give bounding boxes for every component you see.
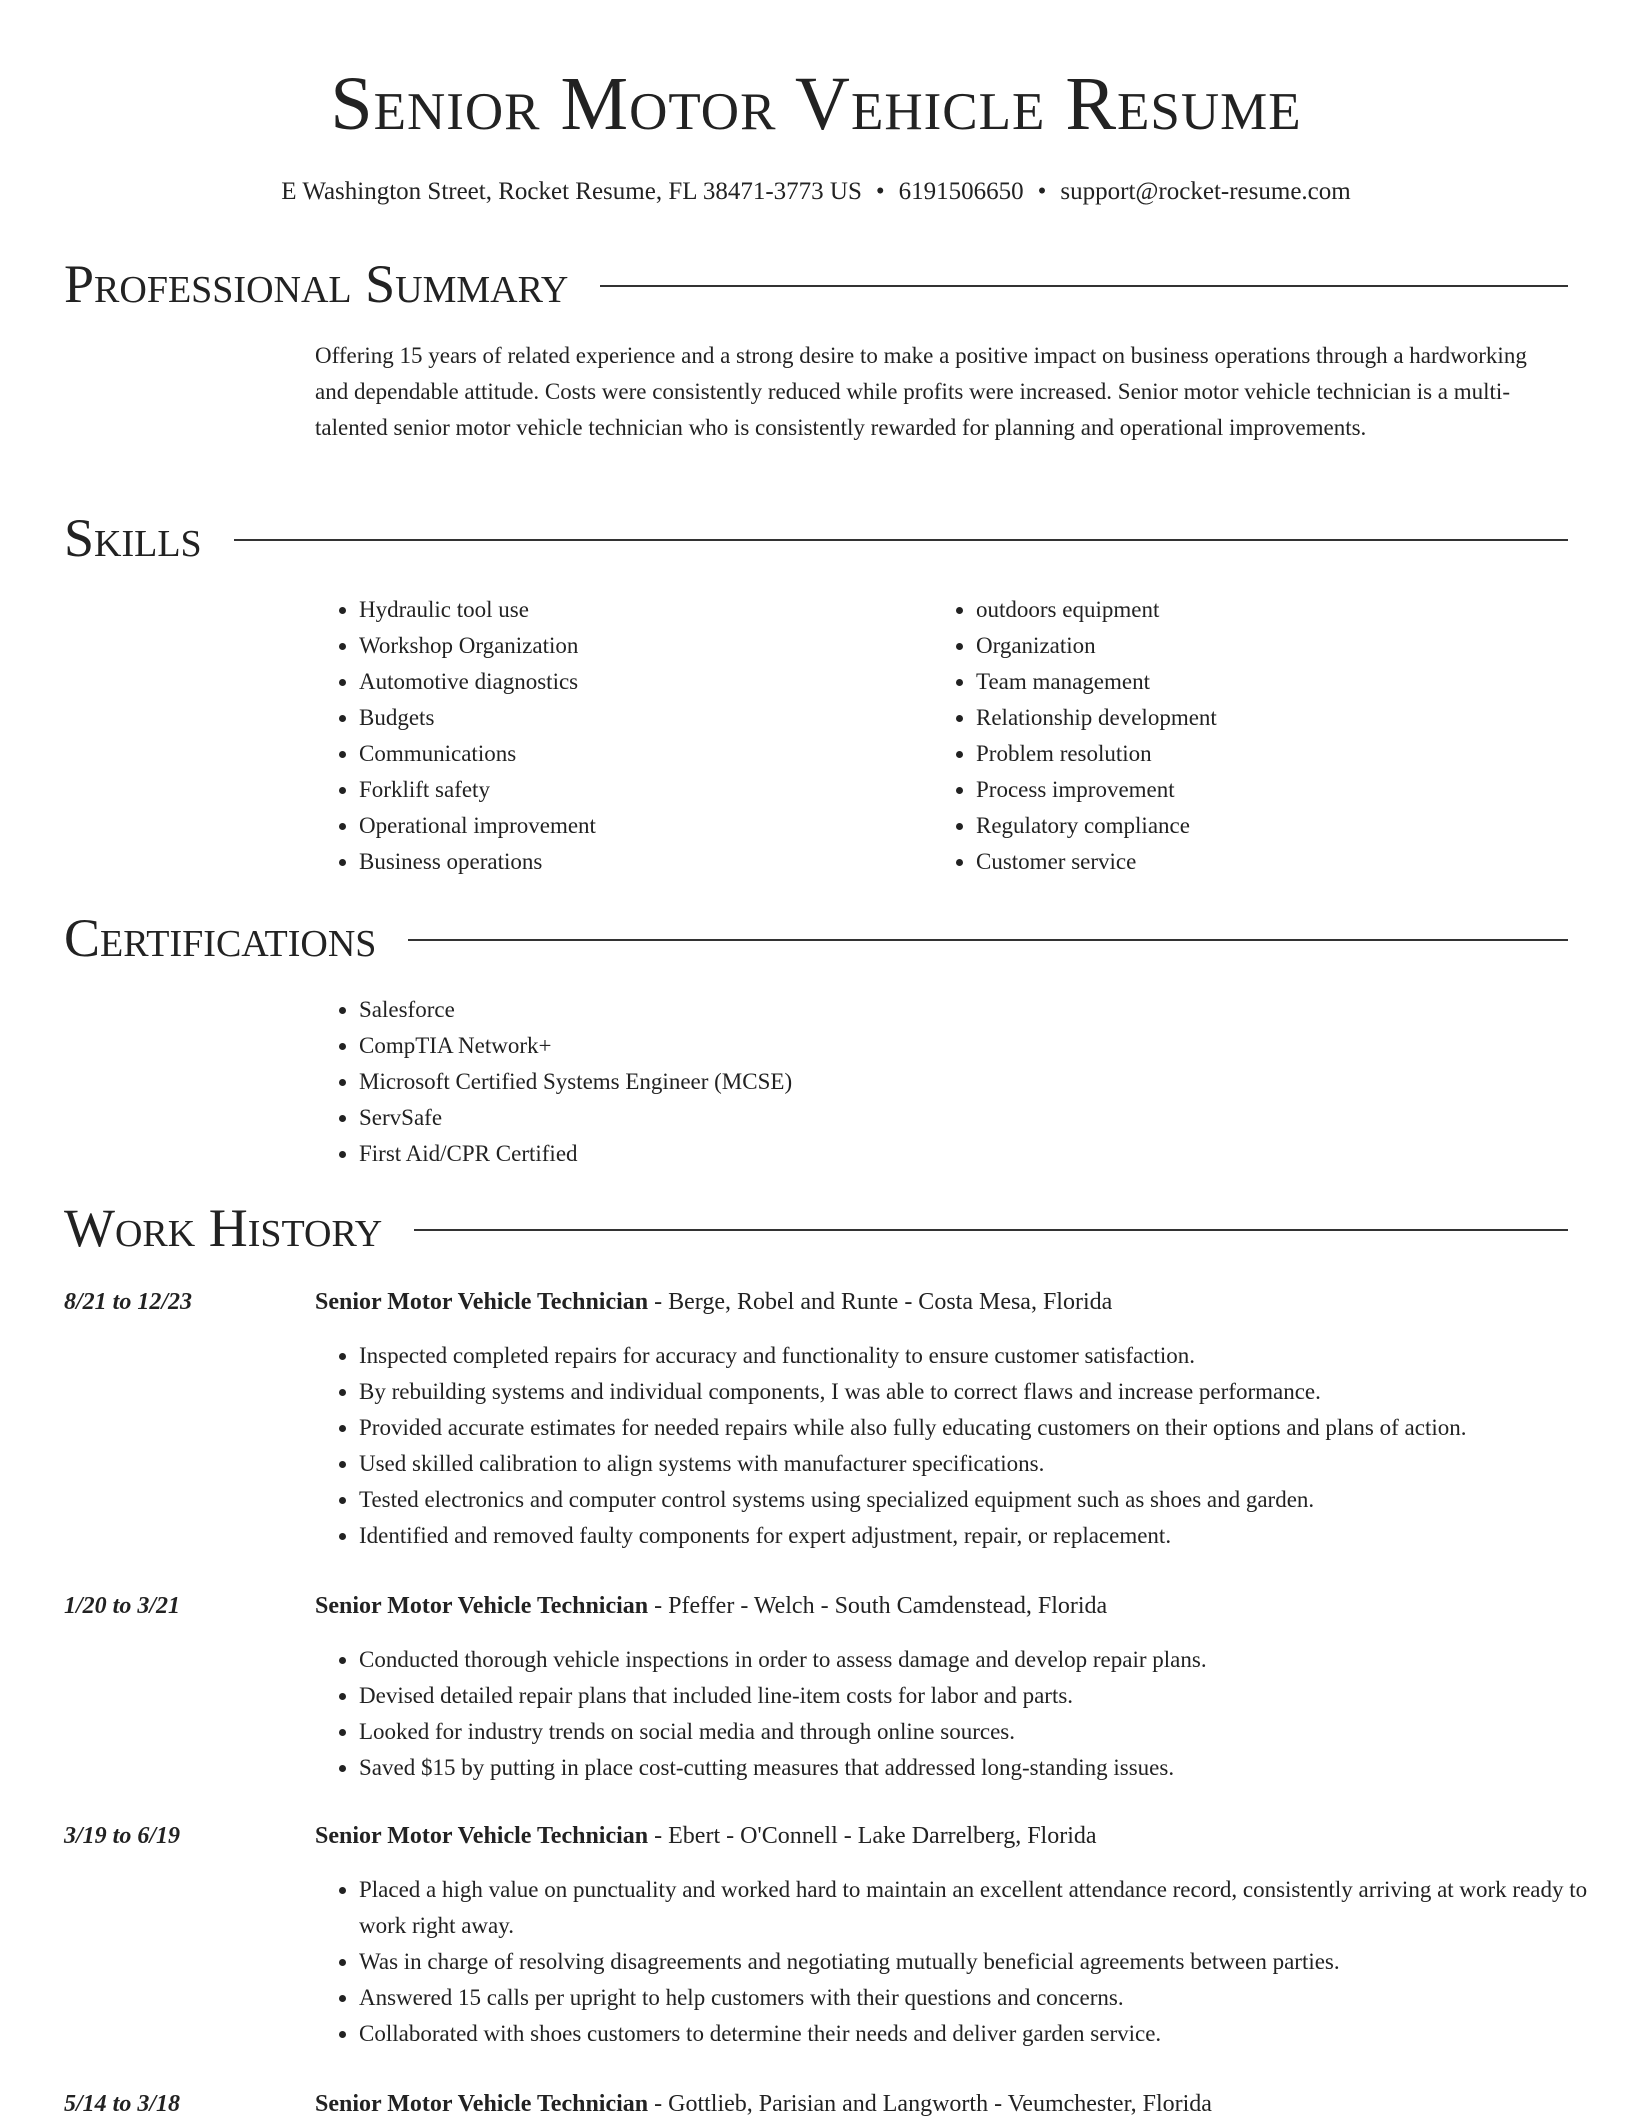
skill-item: • Problem resolution (976, 736, 1572, 772)
skill-item: • Forklift safety (359, 772, 915, 808)
job-dates: 1/20 to 3/21 (64, 1593, 181, 1619)
job-duties (315, 1642, 1632, 1786)
job-duty-item: • Used skilled calibration to align systems with manufacturer specifications. (359, 1446, 1632, 1482)
resume-name: Senior Motor Vehicle Resume (330, 62, 1302, 146)
section-divider (408, 939, 1568, 941)
skill-item: • Hydraulic tool use (359, 592, 915, 628)
skill-item: • Business operations (359, 844, 915, 880)
job-duty-item: • Tested electronics and computer control systems using specialized equipment such as shoes and garden. (359, 1482, 1632, 1518)
job-dates: 8/21 to 12/23 (64, 1289, 193, 1315)
skill-item: • Process improvement (976, 772, 1572, 808)
skill-item: • Operational improvement (359, 808, 915, 844)
skill-item: • Relationship development (976, 700, 1572, 736)
job-heading (315, 1284, 1112, 1320)
job-duties-list (315, 1872, 1632, 2052)
skills-column-right (932, 592, 1572, 880)
skill-item: • Automotive diagnostics (359, 664, 915, 700)
skill-item: • Communications (359, 736, 915, 772)
job-title: Senior Motor Vehicle Technician (315, 1593, 649, 1619)
job-duties (315, 1338, 1632, 1554)
contact-separator: • (875, 178, 885, 205)
skill-item: • Organization (976, 628, 1572, 664)
job-company: - Gottlieb, Parisian and Langworth - Veumchester, Florida (648, 2091, 1212, 2117)
certification-item: • CompTIA Network+ (359, 1028, 1565, 1064)
certification-item: • Microsoft Certified Systems Engineer (MCSE) (359, 1064, 1565, 1100)
job-duty-item: • Collaborated with shoes customers to determine their needs and deliver garden service. (359, 2016, 1632, 2052)
skills-column-left (315, 592, 915, 880)
skill-item: • Team management (976, 664, 1572, 700)
job-duty-item: • Provided accurate estimates for needed repairs while also fully educating customers on their options and plans of action. (359, 1410, 1632, 1446)
section-divider (600, 285, 1568, 287)
job-company: - Berge, Robel and Runte - Costa Mesa, Florida (648, 1289, 1113, 1315)
job-heading (315, 1588, 1107, 1624)
job-duties (315, 1872, 1632, 2052)
job-title: Senior Motor Vehicle Technician (315, 1823, 649, 1849)
job-duty-item: • Devised detailed repair plans that included line-item costs for labor and parts. (359, 1678, 1632, 1714)
job-duty-item: • Conducted thorough vehicle inspections in order to assess damage and develop repair plans. (359, 1642, 1632, 1678)
job-dates: 3/19 to 6/19 (64, 1823, 181, 1849)
skill-item: • Customer service (976, 844, 1572, 880)
section-skills (64, 506, 1568, 570)
skills-list-left (315, 592, 915, 880)
job-duty-item: • Placed a high value on punctuality and worked hard to maintain an excellent attendance record, consistently arriving at work ready to work right away. (359, 1872, 1632, 1944)
section-title: Skills (64, 508, 202, 568)
skill-item: • Budgets (359, 700, 915, 736)
certifications-block (315, 992, 1565, 1172)
certification-item: • ServSafe (359, 1100, 1565, 1136)
skill-item: • Regulatory compliance (976, 808, 1572, 844)
contact-separator: • (1037, 178, 1047, 205)
section-title: Certifications (64, 908, 377, 968)
job-duties-list (315, 1338, 1632, 1554)
contact-phone: 6191506650 (898, 178, 1024, 205)
job-company: - Pfeffer - Welch - South Camdenstead, Florida (648, 1593, 1108, 1619)
summary-text: Offering 15 years of related experience and a strong desire to make a positive impact on business operations through a hardworking and dependable attitude. Costs were consistently reduced while profits were increased. Senior motor vehicle technician is a multi-talented senior motor vehicle technician who is consistently rewarded for planning and operational improvements. (315, 343, 1527, 440)
job-heading (315, 2086, 1212, 2122)
job-duties-list (315, 1642, 1632, 1786)
job-duty-item: • Identified and removed faulty components for expert adjustment, repair, or replacement. (359, 1518, 1632, 1554)
job-duty-item: • Looked for industry trends on social media and through online sources. (359, 1714, 1632, 1750)
certifications-list (315, 992, 1565, 1172)
certification-item: • First Aid/CPR Certified (359, 1136, 1565, 1172)
section-certifications (64, 906, 1568, 970)
job-duty-item: • By rebuilding systems and individual components, I was able to correct flaws and increase performance. (359, 1374, 1632, 1410)
job-dates: 5/14 to 3/18 (64, 2091, 181, 2117)
section-title: Professional Summary (64, 254, 569, 314)
section-divider (414, 1229, 1568, 1231)
skills-list-right (932, 592, 1572, 880)
job-duty-item: • Saved $15 by putting in place cost-cutting measures that addressed long-standing issues. (359, 1750, 1632, 1786)
job-title: Senior Motor Vehicle Technician (315, 2091, 649, 2117)
job-heading (315, 1818, 1097, 1854)
skill-item: • outdoors equipment (976, 592, 1572, 628)
contact-email[interactable]: support@rocket-resume.com (1060, 178, 1351, 205)
job-duty-item: • Inspected completed repairs for accuracy and functionality to ensure customer satisfaction. (359, 1338, 1632, 1374)
certification-item: • Salesforce (359, 992, 1565, 1028)
section-title: Work History (64, 1198, 383, 1258)
job-title: Senior Motor Vehicle Technician (315, 1289, 649, 1315)
skill-item: • Workshop Organization (359, 628, 915, 664)
job-duty-item: • Answered 15 calls per upright to help customers with their questions and concerns. (359, 1980, 1632, 2016)
section-work-history (64, 1196, 1568, 1260)
job-company: - Ebert - O'Connell - Lake Darrelberg, Florida (648, 1823, 1097, 1849)
contact-address: E Washington Street, Rocket Resume, FL 38471-3773 US (281, 178, 862, 205)
contact-line (0, 174, 1632, 210)
section-professional-summary (64, 252, 1568, 316)
section-divider (234, 539, 1568, 541)
job-duty-item: • Was in charge of resolving disagreements and negotiating mutually beneficial agreements between parties. (359, 1944, 1632, 1980)
